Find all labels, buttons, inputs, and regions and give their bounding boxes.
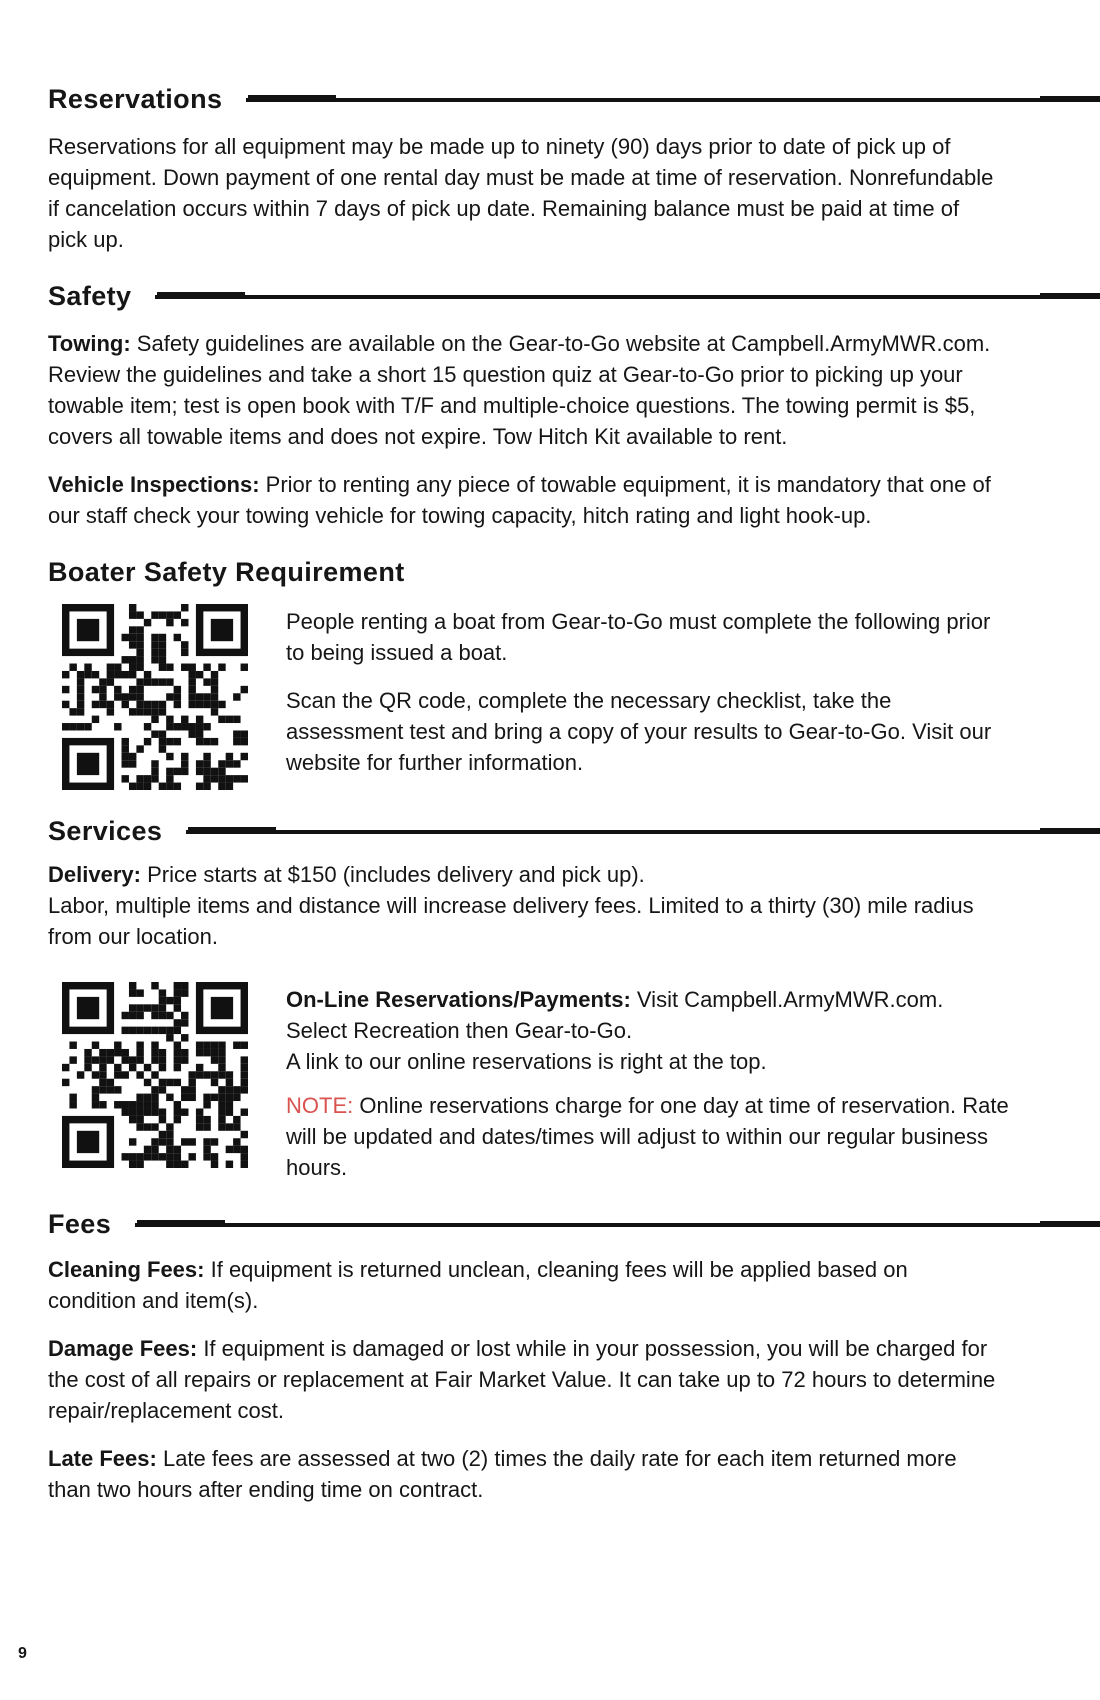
delivery-lead: Delivery: (48, 862, 141, 887)
section-boater-safety (48, 557, 1060, 790)
vehicle-inspections-paragraph (48, 469, 1000, 531)
online-reservations-row (62, 982, 1060, 1183)
page-number: 9 (18, 1645, 27, 1662)
section-fees (48, 1209, 1060, 1505)
section-title-boater-safety: Boater Safety Requirement (48, 557, 405, 587)
reservations-paragraph: Reservations for all equipment may be made up to ninety (90) days prior to date of pick up of equipment. Down payment of one rental day must be made at time of reservation. Nonrefundable if cancelation occurs within 7 days of pick up date. Remaining balance must be paid at time of pick up. (48, 134, 994, 252)
section-rule (186, 830, 1100, 834)
section-services (48, 816, 1060, 1183)
qr-code-online-reservations-icon (62, 982, 248, 1168)
section-header (48, 1209, 1060, 1240)
online-line-1 (286, 984, 1012, 1015)
cleaning-fees-paragraph (48, 1254, 1000, 1316)
towing-lead: Towing: (48, 331, 131, 356)
towing-text: Safety guidelines are available on the Gear-to-Go website at Campbell.ArmyMWR.com. Review the guidelines and take a short 15 question quiz at Gear-to-Go prior to picking up your towable item; test is open book with T/F and multiple-choice questions. The towing permit is $5, covers all towable items and does not expire. Tow Hitch Kit available to rent. (48, 331, 991, 449)
damage-fees-text: If equipment is damaged or lost while in your possession, you will be charged for the cost of all repairs or replacement at Fair Market Value. It can take up to 72 hours to determine repair/replacement cost. (48, 1336, 996, 1423)
late-fees-text: Late fees are assessed at two (2) times the daily rate for each item returned more than two hours after ending time on contract. (48, 1446, 957, 1502)
online-visit-text: Visit Campbell.ArmyMWR.com. (636, 987, 944, 1012)
online-lead: On-Line Reservations/Payments: (286, 987, 631, 1012)
vehicle-inspections-lead: Vehicle Inspections: (48, 472, 260, 497)
damage-fees-lead: Damage Fees: (48, 1336, 198, 1361)
note-text: Online reservations charge for one day at time of reservation. Rate will be updated and dates/times will adjust to within our regular business hours. (286, 1093, 1009, 1180)
section-title-services: Services (48, 816, 163, 846)
online-reservations-text (286, 982, 1012, 1183)
section-rule (246, 98, 1100, 102)
towing-paragraph (48, 328, 1000, 452)
section-reservations (48, 84, 1060, 255)
boater-safety-row (62, 604, 1060, 790)
section-header (48, 281, 1060, 312)
section-rule (135, 1223, 1100, 1227)
section-header (48, 84, 1060, 115)
section-safety (48, 281, 1060, 531)
delivery-text: Price starts at $150 (includes delivery and pick up). (147, 862, 645, 887)
note-lead: NOTE: (286, 1093, 354, 1118)
cleaning-fees-lead: Cleaning Fees: (48, 1257, 205, 1282)
section-title-fees: Fees (48, 1209, 112, 1239)
damage-fees-paragraph (48, 1333, 1000, 1426)
boater-paragraph-2: Scan the QR code, complete the necessary checklist, take the assessment test and bring a copy of your results to Gear-to-Go. Visit our website for further information. (286, 688, 992, 775)
late-fees-paragraph (48, 1443, 1000, 1505)
late-fees-lead: Late Fees: (48, 1446, 157, 1471)
delivery-paragraph (48, 859, 1000, 952)
cleaning-fees-text: If equipment is returned unclean, cleaning fees will be applied based on condition and item(s). (48, 1257, 908, 1313)
delivery-text-2: Labor, multiple items and distance will increase delivery fees. Limited to a thirty (30) mile radius from our location. (48, 893, 974, 949)
section-header (48, 557, 1060, 588)
boater-safety-text (286, 604, 1012, 778)
online-line-2: Select Recreation then Gear-to-Go. (286, 1018, 633, 1043)
section-title-safety: Safety (48, 281, 132, 311)
section-title-reservations: Reservations (48, 84, 223, 114)
section-header (48, 816, 1060, 847)
qr-code-boater-safety-icon (62, 604, 248, 790)
note-paragraph (286, 1090, 1012, 1183)
vehicle-inspections-text: Prior to renting any piece of towable equipment, it is mandatory that one of our staff check your towing vehicle for towing capacity, hitch rating and light hook-up. (48, 472, 991, 528)
section-rule (155, 295, 1100, 299)
boater-paragraph-1: People renting a boat from Gear-to-Go must complete the following prior to being issued a boat. (286, 609, 991, 665)
online-line-3: A link to our online reservations is right at the top. (286, 1049, 767, 1074)
